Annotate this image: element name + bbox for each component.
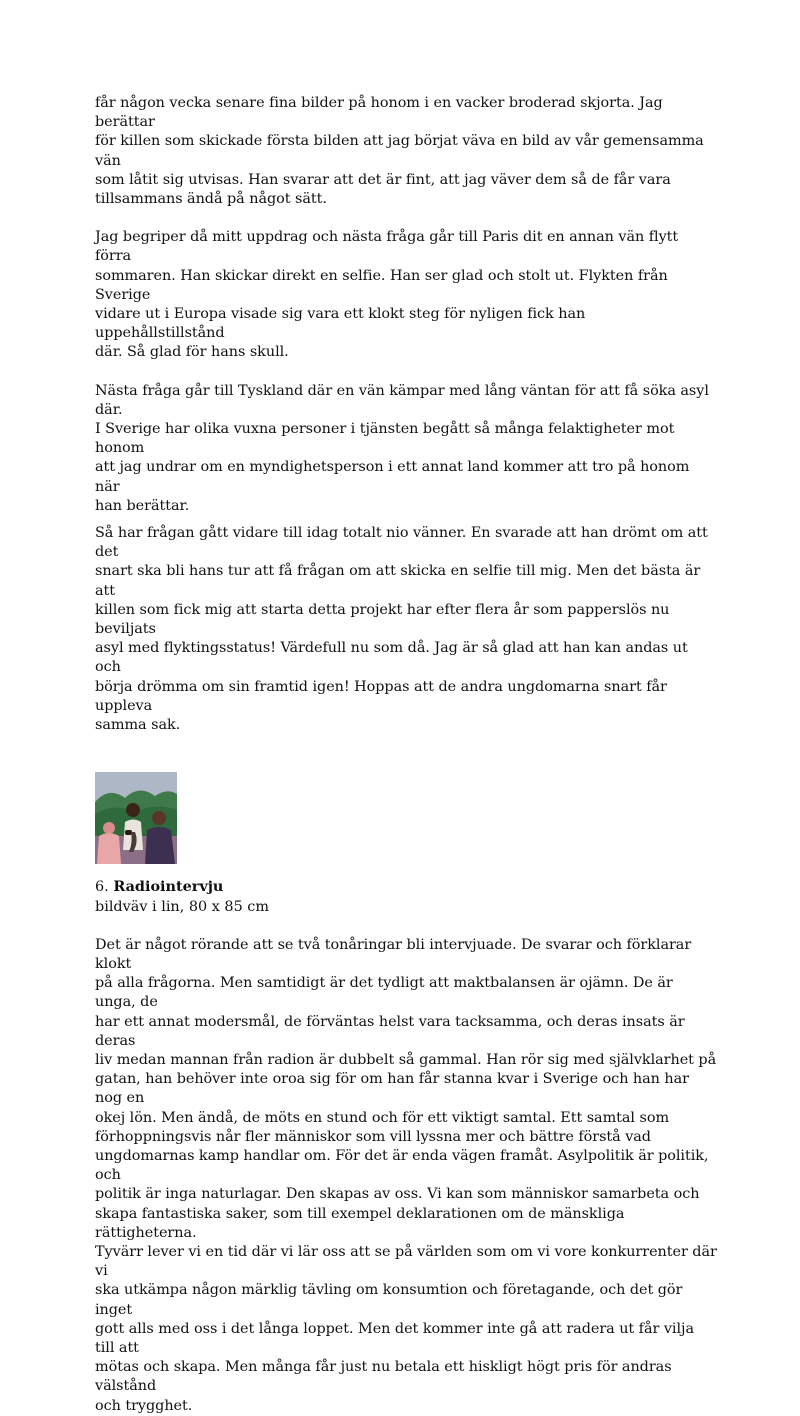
body-paragraph-5: Det är något rörande att se två tonåringar bli intervjuade. De svarar och förklarar klokt på alla frågorna. Men samtidigt är det tydligt att maktbalansen är ojämn. De är unga, de har ett annat modersmål, de förväntas helst vara tacksamma, och deras insats är deras liv medan mannan från radion är dubbelt så gammal. Han rör sig med självklarhet på gatan, han behöver inte oroa sig för om han får stanna kvar i Sverige och han har nog en okej lön. Men ändå, de möts en stund och för ett viktigt samtal. Ett samtal som förhoppningsvis når fler människor som vill lyssna mer och bättre förstå vad ungdomarnas kamp handlar om. För det är enda vägen framåt. Asylpolitik är politik, och politik är inga naturlagar. Den skapas av oss. Vi kan som människor samarbeta och skapa fantastiska saker, som till exempel deklarationen om de mänskliga rättigheterna. Tyvärr lever vi en tid där vi lär oss att se på världen som om vi vore konkurrenter där vi ska utkämpa någon märklig tävling om konsumtion och företagande, och det gör inget gott alls med oss i det långa loppet. Men det kommer inte gå att radera ut får vilja till att mötas och skapa. Men många får just nu betala ett hiskligt högt pris för andras välstånd och trygghet.	[95, 936, 717, 1414]
body-paragraph-2: Jag begriper då mitt uppdrag och nästa fråga går till Paris dit en annan vän flytt förra sommaren. Han skickar direkt en selfie. Han ser glad och stolt ut. Flykten från Sverige vidare ut i Europa visade sig vara ett klokt steg för nyligen fick han uppehållstillstånd där. Så glad för hans skull.	[95, 229, 679, 361]
body-paragraph-3: Nästa fråga går till Tyskland där en vän kämpar med lång väntan för att få söka asyl där. I Sverige har olika vuxna personer i tjänsten begått så många felaktigheter mot honom att jag undrar om en myndighetsperson i ett annat land kommer att tro på honom när han berättar.	[95, 382, 709, 514]
body-paragraph-1: får någon vecka senare fina bilder på honom i en vacker broderad skjorta. Jag berättar för killen som skickade första bilden att jag börjat väva en bild av vår gemensamma vän som låtit sig utvisas. Han svarar att det är fint, att jag väver dem så de får vara tillsammans ändå på något sätt.	[95, 95, 704, 208]
document-page	[95, 94, 717, 1416]
artwork-number: 6.	[95, 879, 109, 896]
artwork-thumbnail	[95, 772, 177, 864]
artwork-title: Radiointervju	[113, 878, 224, 896]
artwork-medium: bildväv i lin, 80 x 85 cm	[95, 898, 270, 915]
artwork-caption	[95, 877, 717, 897]
body-paragraph-4: Så har frågan gått vidare till idag totalt nio vänner. En svarade att han drömt om att det snart ska bli hans tur att få frågan om att skicka en selfie till mig. Men det bästa är att killen som fick mig att starta detta projekt har efter flera år som papperslös nu beviljats asyl med flyktingsstatus! Värdefull nu som då. Jag är så glad att han kan andas ut och börja drömma om sin framtid igen! Hoppas att de andra ungdomarna snart får uppleva samma sak.	[95, 525, 708, 734]
